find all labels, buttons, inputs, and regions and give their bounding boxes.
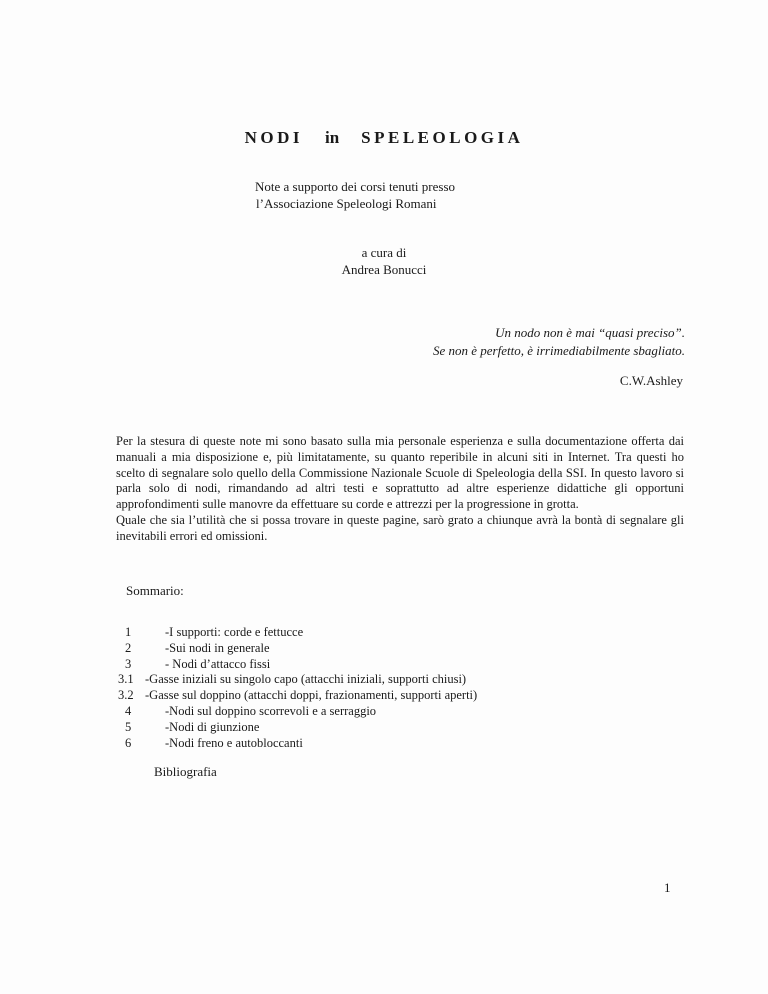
toc-item-text: -I supporti: corde e fettucce (165, 625, 304, 639)
curator-name: Andrea Bonucci (341, 262, 427, 277)
table-of-contents (118, 625, 477, 751)
toc-item (118, 688, 477, 704)
toc-item-number: 6 (125, 735, 132, 750)
title-word-speleologia: SPELEOLOGIA (361, 128, 524, 147)
toc-item-number: 5 (125, 719, 132, 734)
toc-item (118, 657, 477, 673)
intro-paragraph-1: Per la stesura di queste note mi sono basato sulla mia personale esperienza e sulla documentazione offerta dai manuali a mia disposizione e, più limitatamente, su quanto reperibile in alcuni siti in Internet. Tra questi ho scelto di segnalare solo quello della Commissione Nazionale Scuole di Speleologia della SSI. In questo lavoro si parla solo di nodi, rimandando ad altri testi e soprattutto ad altre esperienze didattiche gli opportuni approfondimenti sulle manovre da effettuare su corde e attrezzi per la progressione in grotta. (116, 434, 684, 512)
toc-item (118, 720, 477, 736)
intro-paragraph-2: Quale che sia l’utilità che si possa trovare in queste pagine, sarò grato a chiunque avrà la bontà di segnalare gli inevitabili errori ed omissioni. (116, 512, 684, 543)
curator-block (0, 244, 768, 278)
epigraph-quote (433, 324, 685, 360)
quote-line-2: Se non è perfetto, è irrimediabilmente sbagliato. (432, 343, 685, 358)
toc-item-number: 2 (125, 640, 132, 655)
quote-author: C.W.Ashley (619, 373, 683, 388)
toc-item-text: -Gasse iniziali su singolo capo (attacchi iniziali, supporti chiusi) (145, 672, 467, 687)
title-word-nodi: NODI (244, 128, 303, 147)
toc-item (118, 641, 477, 657)
toc-item-text: -Nodi di giunzione (165, 719, 260, 734)
toc-item-text: - Nodi d’attacco fissi (165, 656, 271, 671)
toc-item (118, 672, 477, 688)
toc-item-number: 1 (125, 625, 132, 639)
toc-item-text: -Nodi sul doppino scorrevoli e a serraggio (165, 703, 377, 718)
toc-item (118, 625, 477, 641)
toc-item-text: -Sui nodi in generale (165, 640, 270, 655)
subtitle-line-1: Note a supporto dei corsi tenuti presso (255, 179, 456, 194)
subtitle-line-2: l’Associazione Speleologi Romani (256, 196, 437, 211)
toc-item (118, 704, 477, 720)
toc-item-text: -Nodi freno e autobloccanti (165, 735, 303, 750)
toc-item (118, 736, 477, 752)
intro-text (116, 434, 684, 545)
curator-label: a cura di (361, 245, 407, 260)
toc-item-text: -Gasse sul doppino (attacchi doppi, frazionamenti, supporti aperti) (145, 688, 478, 703)
bibliography-heading: Bibliografia (154, 764, 217, 779)
page-title (0, 128, 768, 148)
page-number: 1 (664, 880, 671, 895)
title-word-in: in (324, 128, 340, 147)
toc-item-number: 3.1 (118, 672, 134, 687)
toc-item-number: 4 (125, 703, 132, 718)
toc-item-number: 3.2 (118, 688, 134, 703)
summary-heading: Sommario: (126, 583, 184, 598)
subtitle (255, 178, 455, 212)
quote-line-1: Un nodo non è mai “quasi preciso”. (495, 325, 685, 340)
toc-item-number: 3 (125, 656, 132, 671)
